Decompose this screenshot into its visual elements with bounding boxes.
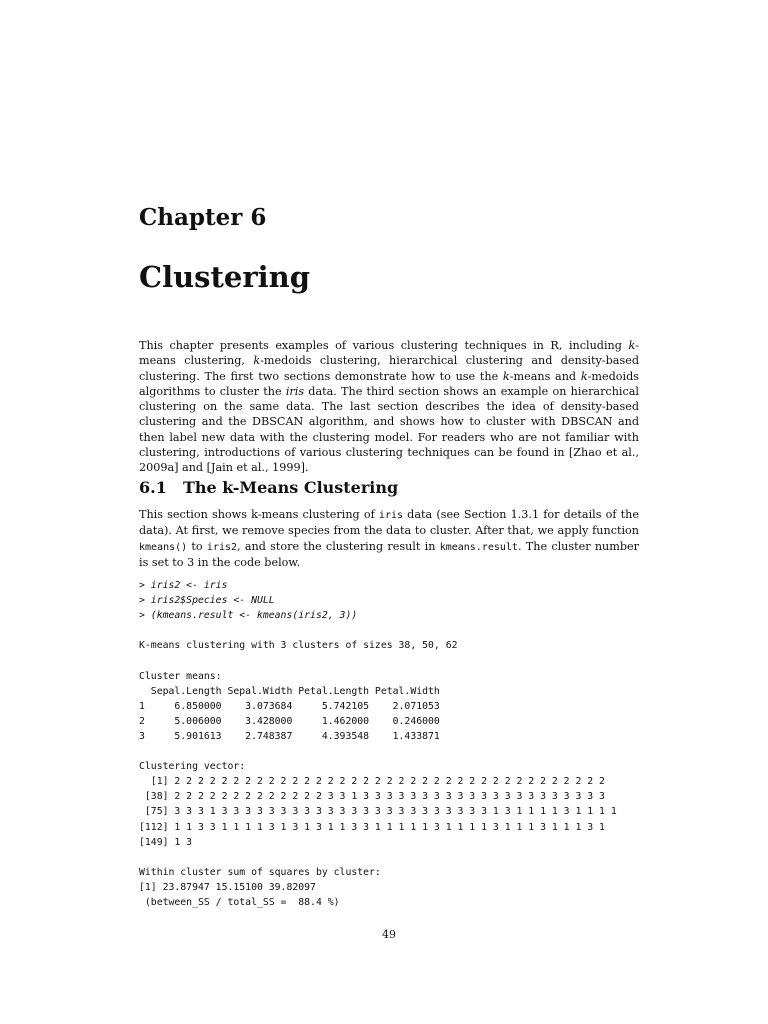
inline-code: iris [378, 510, 404, 521]
code-input-line: > iris2$Species <- NULL [139, 595, 275, 607]
code-output: K-means clustering with 3 clusters of sizes 38, 50, 62 Cluster means: Sepal.Length Sepal.Width Petal.Length Petal.Width 1 6.850000 3.073684 5.742105 2.071053 2 5.006000 3.428000 1.462000 0.246000 3 5.901613 2.748387 4.393548 1.433871 Clustering vector: [1] 2 2 2 2 2 2 2 2 2 2 2 2 2 2 2 2 2 2 2 2 2 2 2 2 2 2 2 2 2 2 2 2 2 2 2 2 2 [38] 2 2 2 2 2 2 2 2 2 2 2 2 2 3 3 1 3 3 3 3 3 3 3 3 3 3 3 3 3 3 3 3 3 3 3 3 3 [75] 3 3 3 1 3 3 3 3 3 3 3 3 3 3 3 3 3 3 3 3 3 3 3 3 3 3 3 1 3 1 1 1 1 3 1 1 1 1 [112] 1 1 3 3 1 1 1 1 3 1 3 1 3 1 1 3 3 1 1 1 1 1 3 1 1 1 1 3 1 1 1 3 1 1 1 3 1 [149] 1 3 Within cluster sum of squares by cluster: [1] 23.87947 15.15100 39.82097 (between_SS / total_SS = 88.4 %) [139, 640, 617, 908]
code-block [139, 578, 659, 910]
inline-code: kmeans.result [439, 541, 518, 553]
section-paragraph: This section shows k-means clustering of iris data (see Section 1.3.1 for details of the data). At first, we remove species from the data to cluster. After that, we apply function kmeans() to iris2, and store the clustering result in kmeans.result. The cluster number is set to 3 in the code below. [139, 508, 640, 569]
inline-code: iris2 [206, 541, 238, 553]
intro-paragraph: This chapter presents examples of various clustering techniques in R, including k-means clustering, k-medoids clustering, hierarchical clustering and density-based clustering. The first two sections demonstrate how to use the k-means and k-medoids algorithms to cluster the iris data. The third section shows an example on hierarchical clustering on the same data. The last section describes the idea of density-based clustering and the DBSCAN algorithm, and shows how to cluster with DBSCAN and then label new data with the clustering model. For readers who are not familiar with clustering, introductions of various clustering techniques can be found in [Zhao et al., 2009a] and [Jain et al., 1999]. [139, 339, 640, 475]
page-number: 49 [382, 928, 396, 941]
chapter-label: Chapter 6 [139, 204, 267, 231]
section-title: The k-Means Clustering [183, 478, 399, 497]
section-heading [139, 478, 398, 497]
inline-code: kmeans() [139, 541, 188, 553]
chapter-title: Clustering [139, 260, 311, 294]
code-input-line: > iris2 <- iris [139, 580, 228, 591]
section-number: 6.1 [139, 478, 167, 497]
code-input-line: > (kmeans.result <- kmeans(iris2, 3)) [139, 610, 358, 622]
